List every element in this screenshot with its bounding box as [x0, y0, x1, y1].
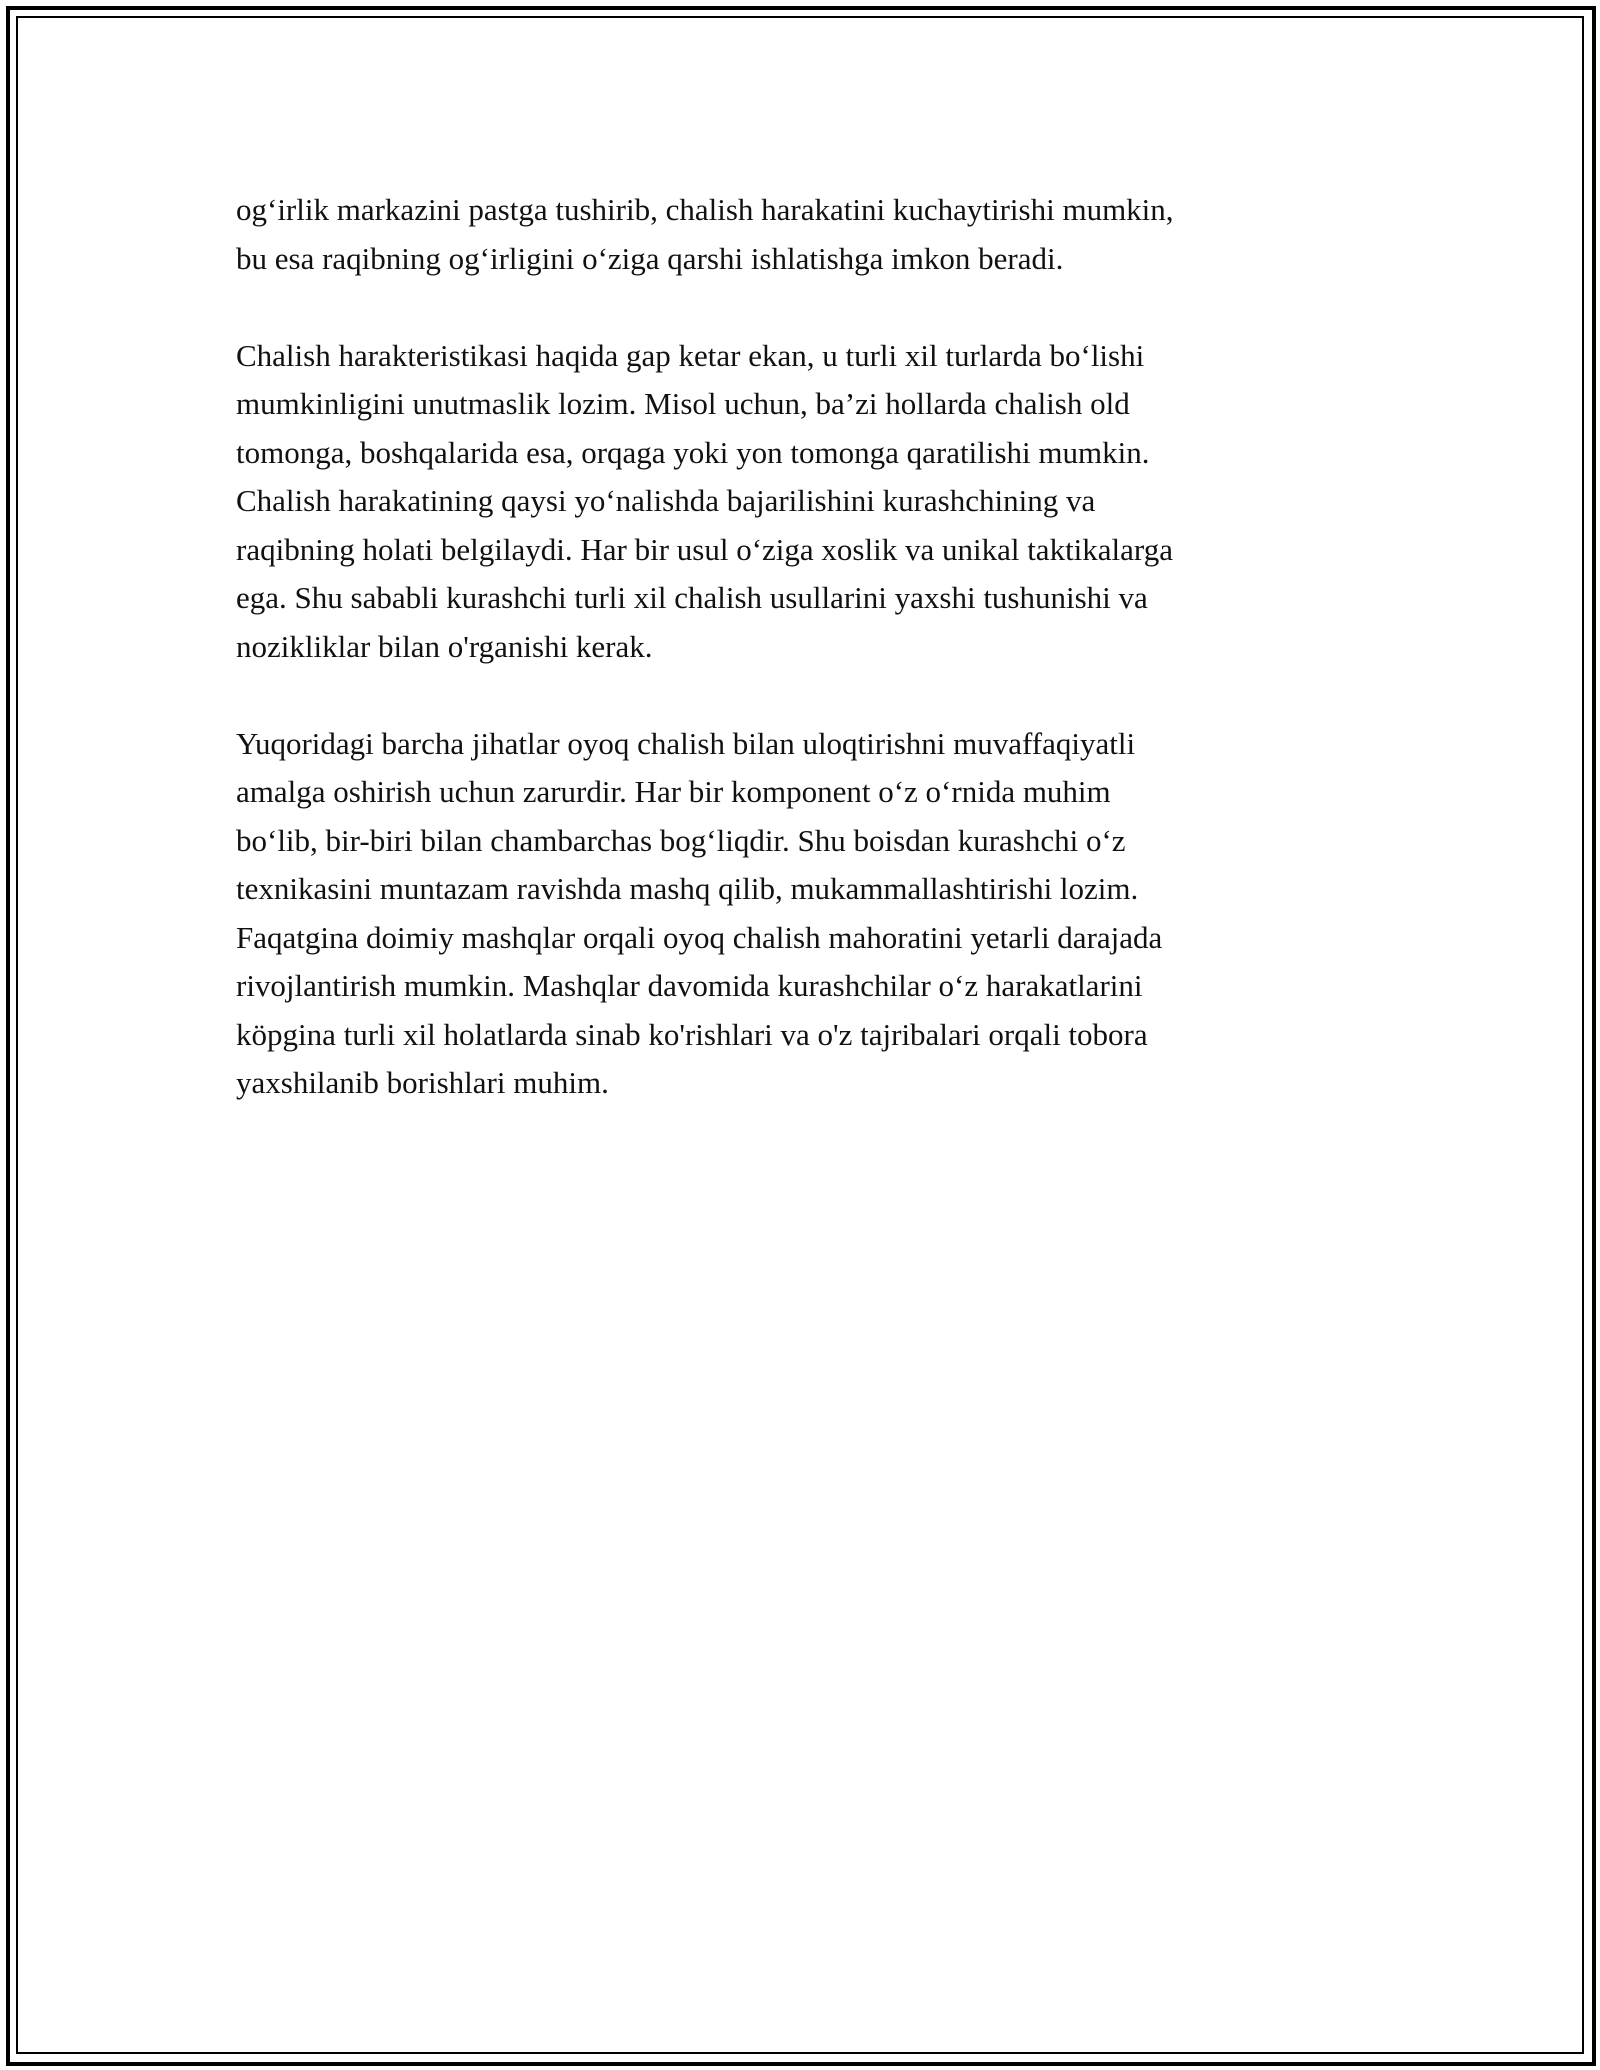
- text-line: mumkinligini unutmaslik lozim. Misol uchun, ba’zi hollarda chalish old: [236, 386, 1130, 421]
- paragraph-2: [236, 332, 1366, 672]
- paragraph-3: [236, 720, 1366, 1108]
- text-line: Chalish harakteristikasi haqida gap ketar ekan, u turli xil turlarda bo‘lishi: [236, 337, 1145, 373]
- text-line: bu esa raqibning og‘irligini o‘ziga qarshi ishlatishga imkon beradi.: [236, 240, 1064, 276]
- text-line: rivojlantirish mumkin. Mashqlar davomida kurashchilar o‘z harakatlarini: [236, 968, 1143, 1003]
- text-line: Yuqoridagi barcha jihatlar oyoq chalish bilan uloqtirishni muvaffaqiyatli: [236, 725, 1136, 761]
- text-line: tomonga, boshqalarida esa, orqaga yoki yon tomonga qaratilishi mumkin.: [236, 434, 1150, 470]
- text-line: og‘irlik markazini pastga tushirib, chalish harakatini kuchaytirishi mumkin,: [236, 192, 1174, 227]
- text-line: raqibning holati belgilaydi. Har bir usul o‘ziga xoslik va unikal taktikalarga: [236, 531, 1173, 567]
- text-line: yaxshilanib borishlari muhim.: [236, 1065, 609, 1100]
- paragraph-1: [236, 186, 1366, 283]
- text-line: amalga oshirish uchun zarurdir. Har bir komponent o‘z o‘rnida muhim: [236, 774, 1111, 809]
- text-line: Chalish harakatining qaysi yo‘nalishda bajarilishini kurashchining va: [236, 483, 1096, 518]
- text-line: ega. Shu sababli kurashchi turli xil chalish usullarini yaxshi tushunishi va: [236, 580, 1148, 615]
- text-line: köpgina turli xil holatlarda sinab ko'rishlari va o'z tajribalari orqali tobora: [236, 1016, 1148, 1052]
- text-line: texnikasini muntazam ravishda mashq qilib, mukammallashtirishi lozim.: [236, 871, 1139, 906]
- text-line: bo‘lib, bir-biri bilan chambarchas bog‘liqdir. Shu boisdan kurashchi o‘z: [236, 822, 1126, 858]
- text-line: Faqatgina doimiy mashqlar orqali oyoq chalish mahoratini yetarli darajada: [236, 919, 1163, 955]
- text-line: nozikliklar bilan o'rganishi kerak.: [236, 628, 653, 664]
- document-body: [236, 186, 1366, 1156]
